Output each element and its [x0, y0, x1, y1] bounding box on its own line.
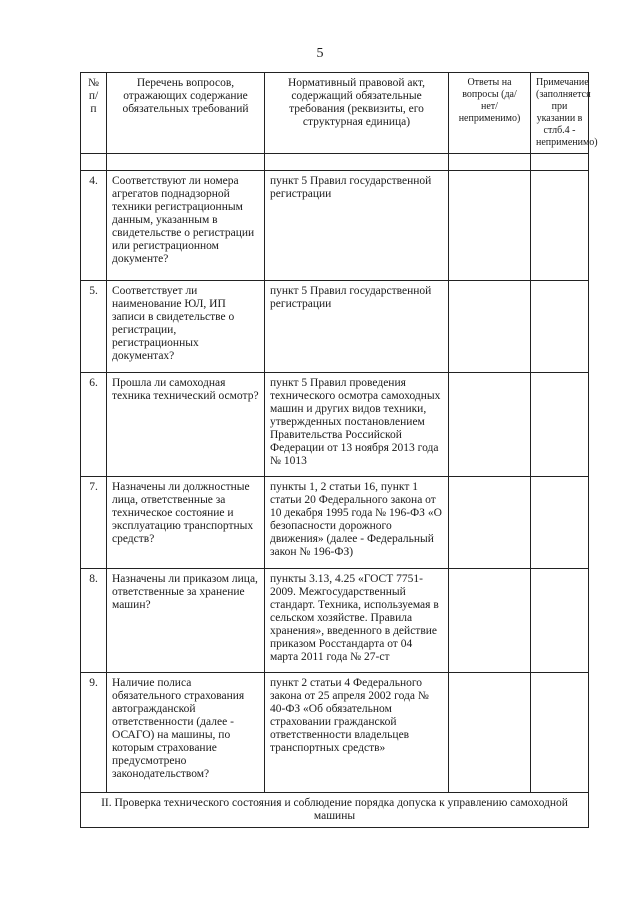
table-header-row — [81, 73, 589, 154]
table-row — [81, 171, 589, 281]
row-question: Наличие полиса обязательного страхования автогражданской ответственности (далее - ОСАГО) на машины, по которым страхование предусмотрено законодательством? — [107, 673, 265, 793]
row-answer-cell[interactable] — [449, 673, 531, 793]
row-number: 8. — [81, 569, 107, 673]
table-row — [81, 281, 589, 373]
row-answer-cell[interactable] — [449, 373, 531, 477]
table-row — [81, 569, 589, 673]
header-note: Примечание (заполняется при указании в стлб.4 - неприменимо) — [531, 73, 589, 154]
row-number: 4. — [81, 171, 107, 281]
row-legal-act: пункты 3.13, 4.25 «ГОСТ 7751-2009. Межгосударственный стандарт. Техника, используемая в сельском хозяйстве. Правила хранения», введенного в действие приказом Росстандарта от 04 марта 2011 года № 27-ст — [265, 569, 449, 673]
row-number: 6. — [81, 373, 107, 477]
header-answers: Ответы на вопросы (да/нет/ неприменимо) — [449, 73, 531, 154]
row-note-cell[interactable] — [531, 477, 589, 569]
row-note-cell[interactable] — [531, 569, 589, 673]
checklist-table — [80, 72, 598, 828]
row-legal-act: пункт 5 Правил государственной регистрации — [265, 281, 449, 373]
row-legal-act: пункт 2 статьи 4 Федерального закона от 25 апреля 2002 года № 40-ФЗ «Об обязательном страховании гражданской ответственности владельцев транспортных средств» — [265, 673, 449, 793]
row-note-cell[interactable] — [531, 673, 589, 793]
row-question: Назначены ли должностные лица, ответственные за техническое состояние и эксплуатацию транспортных средств? — [107, 477, 265, 569]
section-row — [81, 793, 589, 828]
row-question: Соответствуют ли номера агрегатов поднадзорной техники регистрационным данным, указанным в свидетельстве о регистрации или регистрационном документе? — [107, 171, 265, 281]
header-legal-act: Нормативный правовой акт, содержащий обязательные требования (реквизиты, его структурная единица) — [265, 73, 449, 154]
row-note-cell[interactable] — [531, 373, 589, 477]
row-answer-cell[interactable] — [449, 171, 531, 281]
empty-row — [81, 154, 589, 171]
row-number: 5. — [81, 281, 107, 373]
page-number: 5 — [316, 46, 324, 61]
row-answer-cell[interactable] — [449, 569, 531, 673]
row-number: 9. — [81, 673, 107, 793]
table-row — [81, 673, 589, 793]
row-legal-act: пункт 5 Правил проведения технического осмотра самоходных машин и других видов техники, утвержденных постановлением Правительства Российской Федерации от 13 ноября 2013 года № 1013 — [265, 373, 449, 477]
row-legal-act: пункт 5 Правил государственной регистрации — [265, 171, 449, 281]
row-answer-cell[interactable] — [449, 281, 531, 373]
row-question: Назначены ли приказом лица, ответственные за хранение машин? — [107, 569, 265, 673]
row-question: Прошла ли самоходная техника технический осмотр? — [107, 373, 265, 477]
table-row — [81, 477, 589, 569]
row-note-cell[interactable] — [531, 171, 589, 281]
header-questions: Перечень вопросов, отражающих содержание обязательных требований — [107, 73, 265, 154]
row-answer-cell[interactable] — [449, 477, 531, 569]
row-number: 7. — [81, 477, 107, 569]
header-number: № п/п — [81, 73, 107, 154]
row-note-cell[interactable] — [531, 281, 589, 373]
table-row — [81, 373, 589, 477]
row-legal-act: пункты 1, 2 статьи 16, пункт 1 статьи 20 Федерального закона от 10 декабря 1995 года № 196-ФЗ «О безопасности дорожного движения» (далее - Федеральный закон № 196-ФЗ) — [265, 477, 449, 569]
row-question: Соответствует ли наименование ЮЛ, ИП записи в свидетельстве о регистрации, регистрационных документах? — [107, 281, 265, 373]
section-title: II. Проверка технического состояния и соблюдение порядка допуска к управлению самоходной машины — [81, 793, 589, 828]
